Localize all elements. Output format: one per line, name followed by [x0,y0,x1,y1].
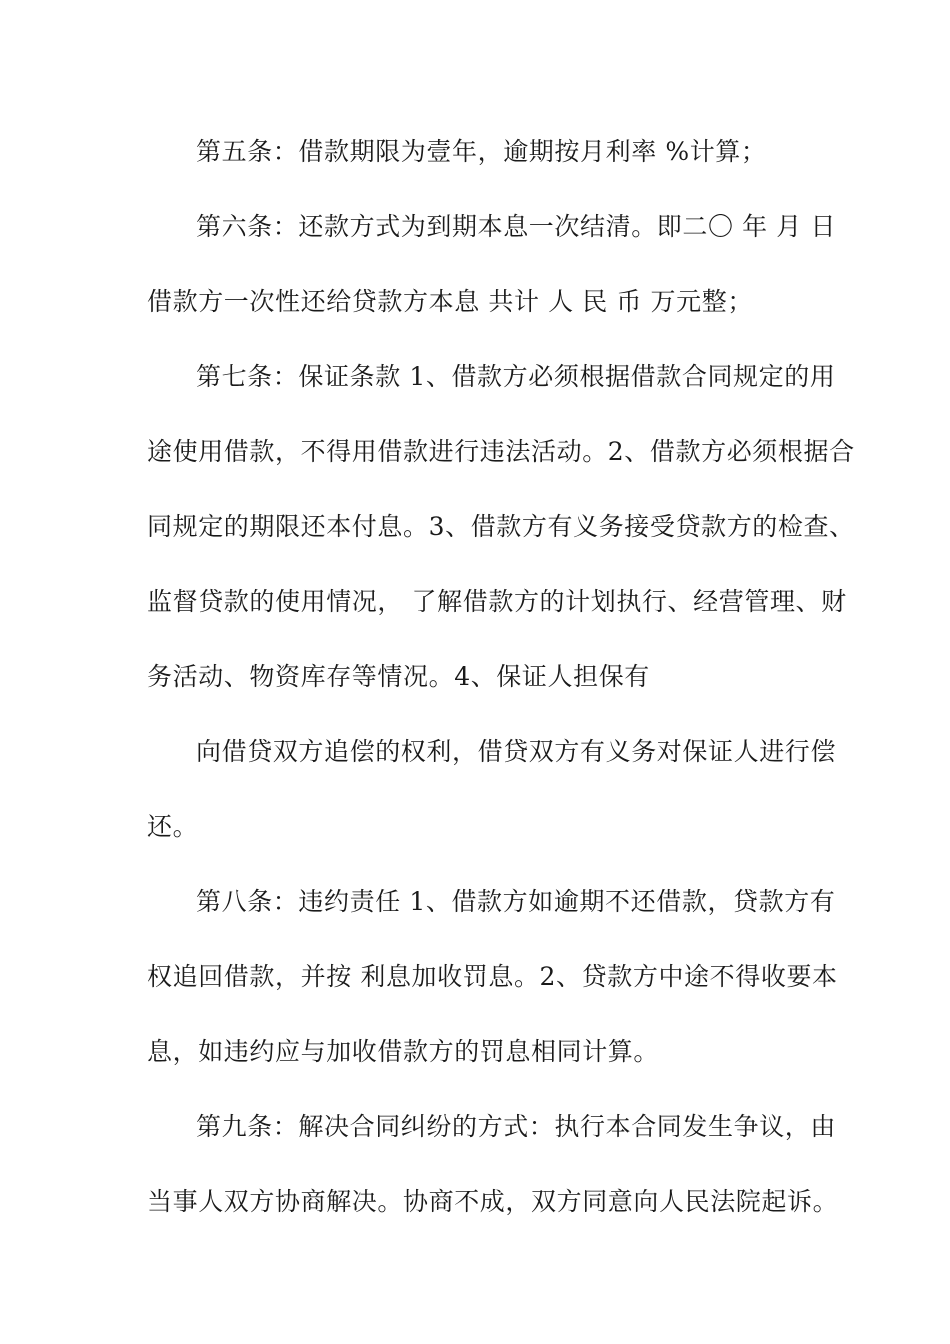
clause-5-line-1: 第五条：借款期限为壹年，逾期按月利率 %计算； [196,137,767,166]
clause-9-line-1: 第九条：解决合同纠纷的方式：执行本合同发生争议，由 [196,1112,837,1141]
clause-9-line-2: 当事人双方协商解决。协商不成，双方同意向人民法院起诉。 [147,1187,839,1216]
clause-7-line-1: 第七条：保证条款 1、借款方必须根据借款合同规定的用 [196,362,836,391]
guarantor-line-2: 还。 [147,812,199,841]
clause-8-line-1: 第八条：违约责任 1、借款方如逾期不还借款，贷款方有 [196,887,836,916]
clause-7-line-3: 同规定的期限还本付息。3、借款方有义务接受贷款方的检查、 [147,512,855,541]
clause-7-line-5: 务活动、物资库存等情况。4、保证人担保有 [147,662,650,691]
clause-8-line-2: 权追回借款，并按 利息加收罚息。2、贷款方中途不得收要本 [147,962,838,991]
clause-7-line-4: 监督贷款的使用情况， 了解借款方的计划执行、经营管理、财 [147,587,847,616]
clause-6-line-1: 第六条：还款方式为到期本息一次结清。即二〇 年 月 日 [196,212,837,241]
clause-8-line-3: 息，如违约应与加收借款方的罚息相同计算。 [147,1037,660,1066]
clause-6-line-2: 借款方一次性还给贷款方本息 共计 人 民 币 万元整； [147,287,753,316]
guarantor-line-1: 向借贷双方追偿的权利，借贷双方有义务对保证人进行偿 [196,737,837,766]
clause-7-line-2: 途使用借款，不得用借款进行违法活动。2、借款方必须根据合 [147,437,855,466]
